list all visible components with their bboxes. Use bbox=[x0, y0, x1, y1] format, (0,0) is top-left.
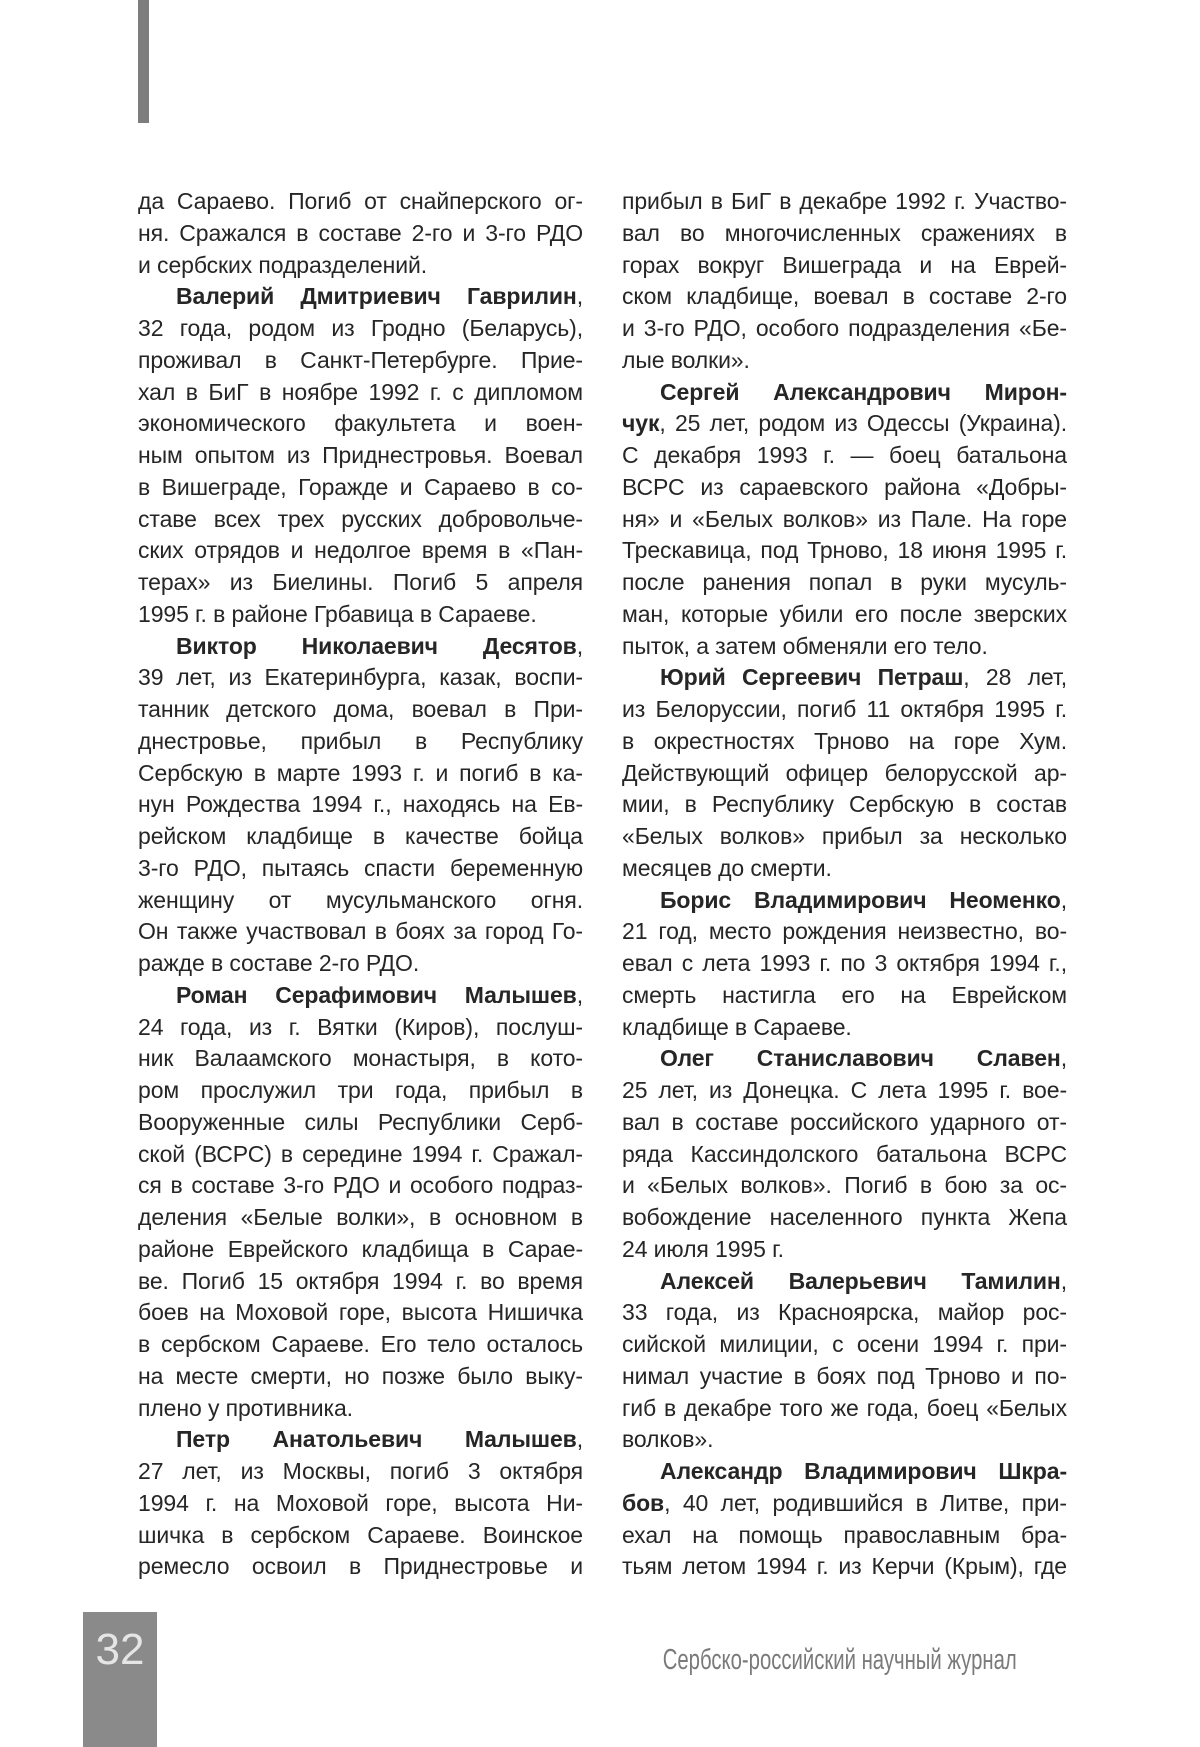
text-line bbox=[622, 1424, 1067, 1456]
text-segment: 32 года, родом из Гродно (Беларусь), bbox=[138, 315, 583, 341]
text-segment: нун Рождества 1994 г., находясь на Ев- bbox=[138, 791, 583, 818]
text-line bbox=[138, 250, 583, 282]
person-name: Юрий Сергеевич Петраш bbox=[660, 664, 964, 691]
text-segment: ремесло освоил в Приднестровье и bbox=[138, 1553, 583, 1580]
text-line bbox=[622, 1012, 1067, 1044]
text-line bbox=[138, 1329, 583, 1361]
text-segment: ня» и «Белых волков» из Пале. На горе bbox=[622, 505, 1067, 532]
text-line bbox=[622, 726, 1067, 758]
text-line bbox=[138, 1266, 583, 1298]
text-line bbox=[622, 758, 1067, 790]
text-line bbox=[622, 662, 1067, 694]
text-line bbox=[622, 1139, 1067, 1171]
text-line bbox=[622, 281, 1067, 313]
person-name: Александр Владимирович Шкра- bbox=[660, 1458, 1067, 1484]
text-line bbox=[138, 853, 583, 885]
text-column-left bbox=[138, 186, 583, 1583]
text-segment: пыток, а затем обменяли его тело. bbox=[622, 632, 988, 659]
text-line bbox=[622, 1043, 1067, 1075]
person-name: Алексей Валерьевич Тамилин bbox=[660, 1267, 1061, 1294]
person-name: чук bbox=[622, 410, 660, 437]
paragraph bbox=[622, 377, 1067, 663]
text-line bbox=[138, 726, 583, 758]
text-line bbox=[622, 1234, 1067, 1266]
text-line bbox=[622, 1551, 1067, 1583]
text-segment: вал в составе российского ударного от- bbox=[622, 1108, 1067, 1135]
paragraph bbox=[622, 1266, 1067, 1457]
paragraph bbox=[138, 980, 583, 1425]
text-segment: мии, в Республику Сербскую в состав bbox=[622, 791, 1067, 818]
text-line bbox=[622, 599, 1067, 631]
text-segment: ник Валаамского монастыря, в кото- bbox=[138, 1045, 583, 1072]
text-line bbox=[622, 1520, 1067, 1552]
paragraph bbox=[622, 1043, 1067, 1265]
text-line bbox=[138, 821, 583, 853]
text-line bbox=[622, 1107, 1067, 1139]
text-line bbox=[622, 567, 1067, 599]
text-line bbox=[138, 313, 583, 345]
text-segment: С декабря 1993 г. — боец батальона bbox=[622, 442, 1067, 468]
person-name: Виктор Николаевич Десятов bbox=[176, 632, 577, 659]
text-line bbox=[622, 1266, 1067, 1298]
text-segment: Сербскую в марте 1993 г. и погиб в ка- bbox=[138, 759, 583, 786]
text-segment: танник детского дома, воевал в При- bbox=[138, 696, 583, 722]
text-segment: ражде в составе 2-го РДО. bbox=[138, 950, 420, 976]
text-line bbox=[622, 313, 1067, 345]
text-segment: смерть настигла его на Еврейском bbox=[622, 981, 1067, 1008]
text-segment: , bbox=[576, 981, 583, 1008]
text-line bbox=[138, 1456, 583, 1488]
text-segment: , bbox=[1060, 1267, 1067, 1294]
text-segment: 39 лет, из Екатеринбурга, казак, воспи- bbox=[138, 664, 583, 691]
text-line bbox=[138, 694, 583, 726]
text-segment: ве. Погиб 15 октября 1994 г. во время bbox=[138, 1267, 583, 1294]
text-line bbox=[622, 472, 1067, 504]
text-segment: шичка в сербском Сараеве. Воинское bbox=[138, 1521, 583, 1548]
text-line bbox=[622, 218, 1067, 250]
text-line bbox=[622, 1297, 1067, 1329]
text-segment: в Вишеграде, Горажде и Сараево в со- bbox=[138, 473, 583, 500]
person-name: бов bbox=[622, 1489, 665, 1516]
text-segment: ской (ВСРС) в середине 1994 г. Сражал- bbox=[138, 1140, 583, 1167]
text-line bbox=[138, 1170, 583, 1202]
text-line bbox=[622, 186, 1067, 218]
text-segment: хал в БиГ в ноябре 1992 г. с дипломом bbox=[138, 378, 583, 405]
text-segment: ман, которые убили его после зверских bbox=[622, 600, 1067, 627]
text-segment: 1995 г. в районе Грбавица в Сараеве. bbox=[138, 600, 537, 627]
text-segment: , bbox=[576, 632, 583, 659]
text-line bbox=[622, 504, 1067, 536]
text-line bbox=[622, 408, 1067, 440]
text-line bbox=[138, 440, 583, 472]
text-segment: Вооруженные силы Республики Серб- bbox=[138, 1108, 583, 1135]
text-segment: да Сараево. Погиб от снайперского ог- bbox=[138, 188, 583, 214]
text-segment: в сербском Сараеве. Его тело осталось bbox=[138, 1331, 583, 1357]
text-line bbox=[138, 1012, 583, 1044]
paragraph bbox=[622, 1456, 1067, 1583]
text-line bbox=[138, 1234, 583, 1266]
text-line bbox=[138, 1393, 583, 1425]
text-segment: после ранения попал в руки мусуль- bbox=[622, 569, 1067, 595]
text-line bbox=[138, 1520, 583, 1552]
text-segment: , bbox=[576, 283, 583, 310]
text-segment: ВСРС из сараевского района «Добры- bbox=[622, 473, 1067, 500]
text-segment: вал во многочисленных сражениях в bbox=[622, 219, 1067, 246]
text-segment: , bbox=[1060, 886, 1067, 913]
text-line bbox=[138, 1202, 583, 1234]
text-segment: ся в составе 3-го РДО и особого подраз- bbox=[138, 1172, 583, 1199]
text-segment: , 25 лет, родом из Одессы (Украина). bbox=[659, 410, 1067, 437]
text-line bbox=[622, 1329, 1067, 1361]
text-line bbox=[138, 567, 583, 599]
text-segment: ставе всех трех русских добровольче- bbox=[138, 505, 583, 532]
text-segment: 27 лет, из Москвы, погиб 3 октября bbox=[138, 1458, 583, 1484]
text-segment: ряда Кассиндолского батальона ВСРС bbox=[622, 1140, 1067, 1167]
paragraph bbox=[138, 281, 583, 630]
text-segment: тьям летом 1994 г. из Керчи (Крым), где bbox=[622, 1553, 1067, 1580]
text-segment: плено у противника. bbox=[138, 1394, 353, 1421]
text-segment: рейском кладбище в качестве бойца bbox=[138, 823, 583, 849]
text-segment: ром прослужил три года, прибыл в bbox=[138, 1077, 583, 1103]
text-line bbox=[622, 789, 1067, 821]
text-segment: кладбище в Сараеве. bbox=[622, 1013, 852, 1040]
text-segment: ехал на помощь православным бра- bbox=[622, 1521, 1067, 1548]
text-segment: , bbox=[1060, 1045, 1067, 1072]
decorative-bar bbox=[138, 0, 149, 123]
text-segment: 21 год, место рождения неизвестно, во- bbox=[622, 918, 1067, 945]
text-line bbox=[622, 377, 1067, 409]
text-segment: 33 года, из Красноярска, майор рос- bbox=[622, 1299, 1067, 1326]
footer-journal-title: Сербско-российский научный журнал bbox=[662, 1644, 1017, 1676]
person-name: Роман Серафимович Малышев bbox=[176, 981, 577, 1008]
text-segment: лые волки». bbox=[622, 346, 750, 373]
text-line bbox=[622, 345, 1067, 377]
text-line bbox=[622, 440, 1067, 472]
text-line bbox=[138, 345, 583, 377]
text-line bbox=[622, 631, 1067, 663]
text-line bbox=[138, 535, 583, 567]
text-column-right bbox=[622, 186, 1067, 1583]
person-name: Олег Станиславович Славен bbox=[660, 1045, 1061, 1072]
text-line bbox=[138, 599, 583, 631]
text-line bbox=[138, 1424, 583, 1456]
text-segment: и «Белых волков». Погиб в бою за ос- bbox=[622, 1172, 1067, 1199]
paragraph bbox=[138, 1424, 583, 1583]
text-line bbox=[138, 1107, 583, 1139]
paragraph bbox=[622, 186, 1067, 377]
page-number: 32 bbox=[95, 1625, 145, 1674]
paragraph bbox=[622, 662, 1067, 884]
text-line bbox=[138, 504, 583, 536]
text-line bbox=[138, 758, 583, 790]
text-line bbox=[622, 916, 1067, 948]
text-line bbox=[138, 885, 583, 917]
person-name: Борис Владимирович Неоменко bbox=[660, 886, 1061, 913]
text-segment: горах вокруг Вишеграда и на Еврей- bbox=[622, 251, 1067, 278]
text-line bbox=[138, 186, 583, 218]
text-segment: ня. Сражался в составе 2-го и 3-го РДО bbox=[138, 219, 583, 246]
footer-page-number-box bbox=[83, 1612, 157, 1747]
text-segment: и 3-го РДО, особого подразделения «Бе- bbox=[622, 315, 1067, 341]
text-line bbox=[138, 472, 583, 504]
text-segment: ском кладбище, воевал в составе 2-го bbox=[622, 283, 1067, 310]
text-line bbox=[622, 980, 1067, 1012]
text-line bbox=[138, 789, 583, 821]
text-segment: Он также участвовал в боях за город Го- bbox=[138, 918, 583, 945]
text-segment: , 28 лет, bbox=[963, 664, 1067, 691]
text-line bbox=[138, 1043, 583, 1075]
text-segment: боев на Моховой горе, высота Нишичка bbox=[138, 1299, 583, 1326]
text-line bbox=[138, 916, 583, 948]
text-segment: экономического факультета и воен- bbox=[138, 410, 583, 437]
text-line bbox=[138, 281, 583, 313]
text-line bbox=[138, 1075, 583, 1107]
text-line bbox=[138, 948, 583, 980]
text-segment: на месте смерти, но позже было выку- bbox=[138, 1362, 583, 1389]
text-segment: 25 лет, из Донецка. С лета 1995 г. вое- bbox=[622, 1077, 1067, 1103]
text-segment: «Белых волков» прибыл за несколько bbox=[622, 823, 1067, 849]
text-segment: ских отрядов и недолгое время в «Пан- bbox=[138, 537, 583, 564]
text-segment: 24 года, из г. Вятки (Киров), послуш- bbox=[138, 1013, 583, 1040]
text-line bbox=[622, 1393, 1067, 1425]
text-line bbox=[138, 377, 583, 409]
text-segment: волков». bbox=[622, 1426, 714, 1453]
text-segment: Действующий офицер белорусской ар- bbox=[622, 759, 1067, 786]
text-line bbox=[138, 662, 583, 694]
text-segment: в окрестностях Трново на горе Хум. bbox=[622, 727, 1067, 754]
text-line bbox=[622, 1202, 1067, 1234]
text-line bbox=[138, 1297, 583, 1329]
text-line bbox=[138, 1551, 583, 1583]
text-segment: 3-го РДО, пытаясь спасти беременную bbox=[138, 854, 583, 881]
text-segment: деления «Белые волки», в основном в bbox=[138, 1204, 583, 1230]
person-name: Сергей Александрович Мирон- bbox=[660, 378, 1067, 405]
text-line bbox=[622, 1170, 1067, 1202]
text-segment: и сербских подразделений. bbox=[138, 251, 428, 278]
text-segment: терах» из Биелины. Погиб 5 апреля bbox=[138, 569, 583, 595]
text-line bbox=[622, 535, 1067, 567]
paragraph bbox=[138, 631, 583, 980]
text-segment: ным опытом из Приднестровья. Воевал bbox=[138, 442, 583, 468]
text-segment: сийской милиции, с осени 1994 г. при- bbox=[622, 1331, 1067, 1357]
text-line bbox=[138, 980, 583, 1012]
text-line bbox=[622, 1075, 1067, 1107]
text-segment: , 40 лет, родившийся в Литве, при- bbox=[664, 1489, 1067, 1516]
text-line bbox=[622, 1488, 1067, 1520]
text-segment: евал с лета 1993 г. по 3 октября 1994 г., bbox=[622, 950, 1067, 976]
text-segment: Трескавица, под Трново, 18 июня 1995 г. bbox=[622, 537, 1067, 564]
text-line bbox=[138, 1361, 583, 1393]
text-segment: вобождение населенного пункта Жепа bbox=[622, 1204, 1067, 1230]
text-segment: 24 июля 1995 г. bbox=[622, 1235, 784, 1262]
person-name: Валерий Дмитриевич Гаврилин bbox=[176, 283, 577, 310]
text-line bbox=[138, 218, 583, 250]
text-segment: месяцев до смерти. bbox=[622, 854, 832, 881]
text-segment: прибыл в БиГ в декабре 1992 г. Участво- bbox=[622, 188, 1067, 214]
text-line bbox=[138, 408, 583, 440]
text-line bbox=[622, 821, 1067, 853]
text-line bbox=[622, 1456, 1067, 1488]
text-line bbox=[622, 1361, 1067, 1393]
text-segment: проживал в Санкт-Петербурге. Прие- bbox=[138, 346, 583, 373]
paragraph bbox=[138, 186, 583, 281]
text-line bbox=[622, 694, 1067, 726]
text-line bbox=[622, 250, 1067, 282]
text-line bbox=[622, 885, 1067, 917]
text-line bbox=[138, 631, 583, 663]
paragraph bbox=[622, 885, 1067, 1044]
person-name: Петр Анатольевич Малышев bbox=[176, 1426, 577, 1453]
text-segment: нимал участие в боях под Трново и по- bbox=[622, 1362, 1067, 1389]
text-segment: днестровье, прибыл в Республику bbox=[138, 727, 583, 754]
text-segment: гиб в декабре того же года, боец «Белых bbox=[622, 1394, 1067, 1421]
text-line bbox=[138, 1139, 583, 1171]
text-line bbox=[622, 853, 1067, 885]
text-line bbox=[138, 1488, 583, 1520]
text-segment: 1994 г. на Моховой горе, высота Ни- bbox=[138, 1489, 583, 1516]
text-segment: районе Еврейского кладбища в Сарае- bbox=[138, 1235, 583, 1262]
text-segment: из Белоруссии, погиб 11 октября 1995 г. bbox=[622, 696, 1067, 722]
text-segment: , bbox=[576, 1426, 583, 1453]
text-segment: женщину от мусульманского огня. bbox=[138, 886, 583, 913]
text-line bbox=[622, 948, 1067, 980]
